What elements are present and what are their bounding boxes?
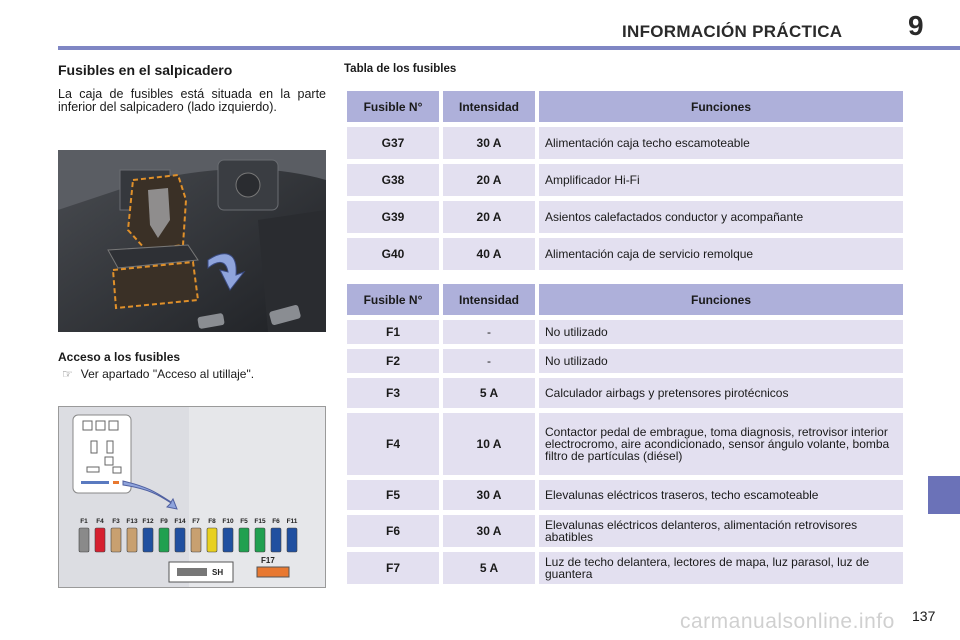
function-cell: Calculador airbags y pretensores pirotécnicos — [539, 378, 903, 408]
table-row — [347, 349, 903, 373]
function-cell: No utilizado — [539, 320, 903, 344]
fuse-label-f11: F11 — [286, 518, 298, 525]
fuse-label-f3: F3 — [112, 518, 120, 525]
fuse-table-1 — [343, 91, 907, 270]
fuse-f8 — [207, 528, 217, 552]
fuse-diagram-svg — [59, 407, 325, 587]
header-functions: Funciones — [539, 91, 903, 122]
function-cell: Contactor pedal de embrague, toma diagnosis, retrovisor interior electrocromo, aire acondicionado, sensor ángulo volante, bomba filtro de partículas (diésel) — [539, 413, 903, 475]
table-header-row — [347, 91, 903, 122]
fuse-number-cell: F1 — [347, 320, 439, 344]
table-header-row — [347, 284, 903, 315]
fuse-f13 — [127, 528, 137, 552]
function-cell: Alimentación caja techo escamoteable — [539, 127, 903, 159]
fuse-label-group — [80, 518, 298, 525]
amperage-cell: 5 A — [443, 378, 535, 408]
fuse-f3 — [111, 528, 121, 552]
amperage-cell: 5 A — [443, 552, 535, 584]
fuse-label-f8: F8 — [208, 518, 216, 525]
header-amp: Intensidad — [443, 91, 535, 122]
chapter-number: 9 — [908, 10, 924, 41]
fuse-label-f4: F4 — [96, 518, 104, 525]
fuse-f1 — [79, 528, 89, 552]
dashboard-photo — [58, 150, 326, 332]
header-rule — [58, 46, 960, 50]
access-item-text: Ver apartado "Acceso al utillaje". — [80, 367, 255, 381]
table-row — [347, 201, 903, 233]
hand-pointer-icon: ☞ — [62, 367, 73, 381]
fuse-number-cell: G37 — [347, 127, 439, 159]
header-amp: Intensidad — [443, 284, 535, 315]
fuse-number-cell: F7 — [347, 552, 439, 584]
fuse-number-cell: F4 — [347, 413, 439, 475]
table-row — [347, 238, 903, 270]
function-cell: Elevalunas eléctricos traseros, techo escamoteable — [539, 480, 903, 510]
function-cell: Alimentación caja de servicio remolque — [539, 238, 903, 270]
fuse-number-cell: F3 — [347, 378, 439, 408]
fuse-f10 — [223, 528, 233, 552]
fuse-label-f14: F14 — [174, 518, 186, 525]
fuse-f4 — [95, 528, 105, 552]
amperage-cell: 30 A — [443, 127, 535, 159]
fuse-f9 — [159, 528, 169, 552]
fuse-number-cell: G40 — [347, 238, 439, 270]
fuse-number-cell: F5 — [347, 480, 439, 510]
amperage-cell: 20 A — [443, 201, 535, 233]
amperage-cell: 40 A — [443, 238, 535, 270]
fuse-label-f12: F12 — [142, 518, 154, 525]
header-functions: Funciones — [539, 284, 903, 315]
fuse-f17 — [257, 567, 289, 577]
table-row — [347, 480, 903, 510]
sh-label: SH — [212, 568, 224, 577]
chapter-tab[interactable] — [928, 476, 960, 514]
fuse-number-cell: G39 — [347, 201, 439, 233]
function-cell: No utilizado — [539, 349, 903, 373]
fuse-f5 — [239, 528, 249, 552]
fuse-label-f10: F10 — [222, 518, 234, 525]
amperage-cell: 10 A — [443, 413, 535, 475]
table-row — [347, 515, 903, 547]
header-fuse: Fusible N° — [347, 284, 439, 315]
fuse-label-f13: F13 — [126, 518, 138, 525]
function-cell: Amplificador Hi-Fi — [539, 164, 903, 196]
table-title: Tabla de los fusibles — [344, 63, 457, 75]
fuse-label-f15: F15 — [254, 518, 266, 525]
page-number: 137 — [912, 608, 936, 624]
fuse-f6 — [271, 528, 281, 552]
access-item — [62, 367, 254, 381]
fuse-f15 — [255, 528, 265, 552]
fuse-label-f1: F1 — [80, 518, 88, 525]
table-row — [347, 552, 903, 584]
table-row — [347, 164, 903, 196]
f17-label: F17 — [261, 556, 275, 565]
amperage-cell: - — [443, 320, 535, 344]
watermark: carmanualsonline.info — [680, 610, 895, 633]
amperage-cell: 30 A — [443, 480, 535, 510]
sh-connector — [177, 568, 207, 576]
chapter-title: INFORMACIÓN PRÁCTICA — [622, 22, 843, 41]
intro-paragraph: La caja de fusibles está situada en la parte inferior del salpicadero (lado izquierdo). — [58, 87, 326, 114]
table-row — [347, 378, 903, 408]
amperage-cell: - — [443, 349, 535, 373]
fuse-number-cell: F6 — [347, 515, 439, 547]
fuse-f14 — [175, 528, 185, 552]
function-cell: Luz de techo delantera, lectores de mapa, luz parasol, luz de guantera — [539, 552, 903, 584]
fuse-label-f9: F9 — [160, 518, 168, 525]
fuse-f7 — [191, 528, 201, 552]
fuse-number-cell: G38 — [347, 164, 439, 196]
table-row — [347, 320, 903, 344]
access-title: Acceso a los fusibles — [58, 350, 181, 364]
fuse-label-f7: F7 — [192, 518, 200, 525]
fuse-f11 — [287, 528, 297, 552]
fuse-number-cell: F2 — [347, 349, 439, 373]
table-row — [347, 413, 903, 475]
header-fuse: Fusible N° — [347, 91, 439, 122]
fuse-table-2 — [343, 284, 907, 584]
amperage-cell: 20 A — [443, 164, 535, 196]
fuse-f12 — [143, 528, 153, 552]
amperage-cell: 30 A — [443, 515, 535, 547]
dashboard-illustration — [58, 150, 326, 332]
section-title: Fusibles en el salpicadero — [58, 62, 233, 78]
function-cell: Asientos calefactados conductor y acompañante — [539, 201, 903, 233]
table-row — [347, 127, 903, 159]
fuse-label-f6: F6 — [272, 518, 280, 525]
fuse-box-diagram — [58, 406, 326, 588]
fuse-label-f5: F5 — [240, 518, 248, 525]
function-cell: Elevalunas eléctricos delanteros, alimentación retrovisores abatibles — [539, 515, 903, 547]
